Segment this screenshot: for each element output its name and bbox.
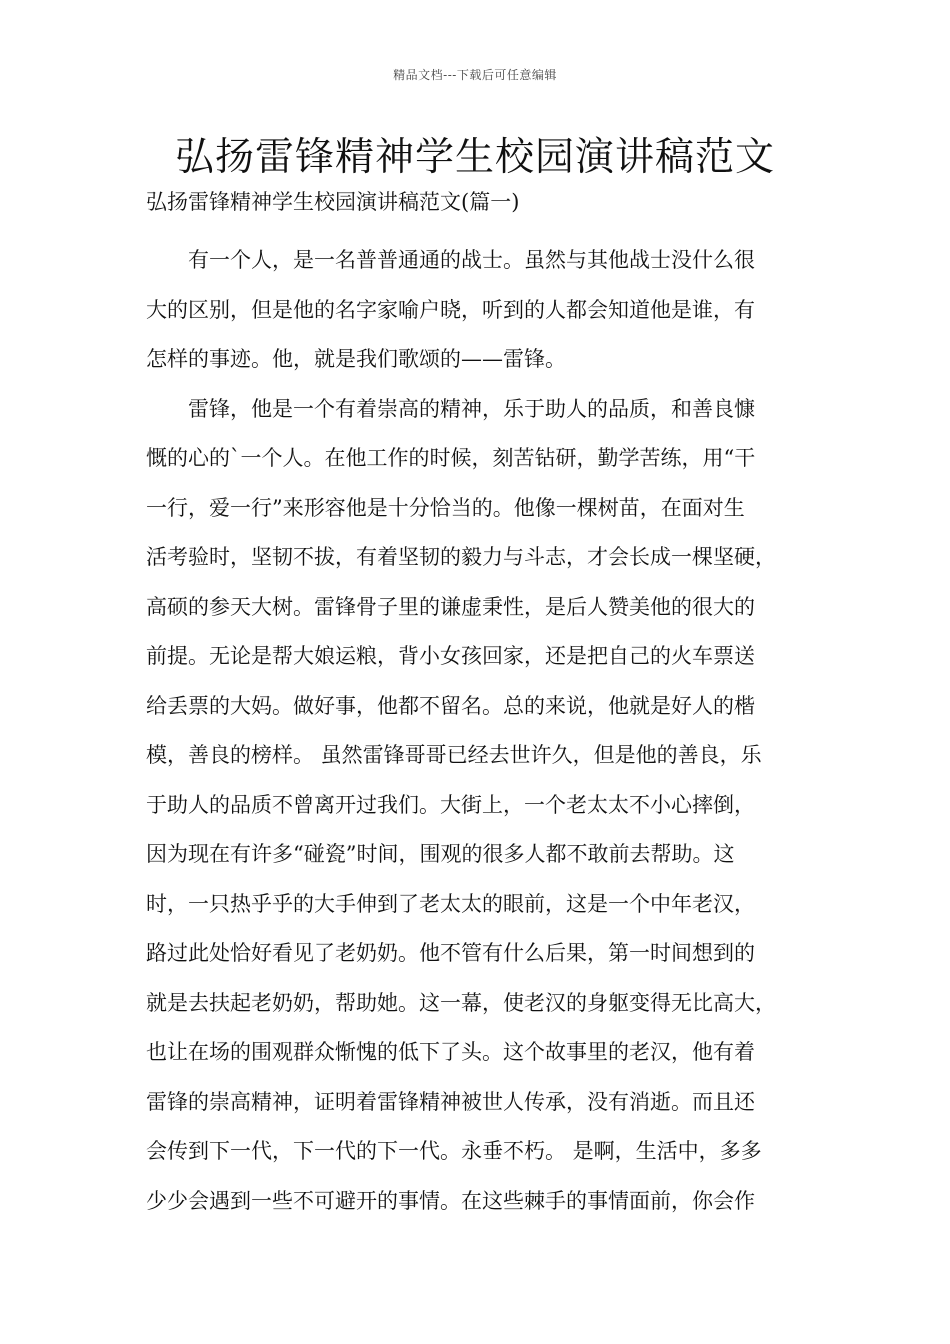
document-subtitle: 弘扬雷锋精神学生校园演讲稿范文(篇一) [146, 190, 520, 214]
header-note: 精品文档---下载后可任意编辑 [393, 68, 557, 82]
text-line: 怎样的事迹。他，就是我们歌颂的——雷锋。 [146, 347, 566, 371]
text-line: 前提。无论是帮大娘运粮，背小女孩回家，还是把自己的火车票送 [146, 644, 755, 668]
paragraph [146, 236, 826, 385]
text-line: 因为现在有许多“碰瓷”时间，围观的很多人都不敢前去帮助。这 [146, 842, 735, 866]
text-line: 大的区别，但是他的名字家喻户晓，听到的人都会知道他是谁，有 [146, 297, 755, 322]
text-line: 于助人的品质不曾离开过我们。大街上，一个老太太不小心摔倒， [146, 792, 755, 817]
text-line: 就是去扶起老奶奶，帮助她。这一幕，使老汉的身躯变得无比高大， [146, 990, 776, 1015]
text-line: 少少会遇到一些不可避开的事情。在这些棘手的事情面前，你会作 [146, 1188, 755, 1213]
text-line: 给丢票的大妈。做好事，他都不留名。总的来说，他就是好人的楷 [146, 693, 755, 718]
text-line: 会传到下一代，下一代的下一代。永垂不朽。 是啊，生活中，多多 [146, 1139, 762, 1163]
paragraph [146, 385, 826, 1227]
text-line: 雷锋的崇高精神，证明着雷锋精神被世人传承，没有消逝。而且还 [146, 1089, 755, 1114]
text-line: 一行，爱一行”来形容他是十分恰当的。他像一棵树苗，在面对生 [146, 495, 745, 520]
text-line: 慨的心的`一个人。在他工作的时候，刻苦钻研，勤学苦练，用“干 [146, 446, 756, 470]
text-line: 也让在场的围观群众惭愧的低下了头。这个故事里的老汉，他有着 [146, 1040, 755, 1064]
text-line: 有一个人，是一名普普通通的战士。虽然与其他战士没什么很 [188, 248, 755, 272]
document-body [146, 236, 826, 1226]
text-line: 高硕的参天大树。雷锋骨子里的谦虚秉性，是后人赞美他的很大的 [146, 594, 755, 619]
document-title: 弘扬雷锋精神学生校园演讲稿范文 [174, 135, 775, 180]
text-line: 模，善良的榜样。 虽然雷锋哥哥已经去世许久，但是他的善良，乐 [146, 743, 762, 767]
text-line: 活考验时，坚韧不拔，有着坚韧的毅力与斗志，才会长成一棵坚硬， [146, 545, 776, 569]
text-line: 路过此处恰好看见了老奶奶。他不管有什么后果，第一时间想到的 [146, 941, 755, 965]
text-line: 雷锋，他是一个有着崇高的精神，乐于助人的品质，和善良慷 [188, 396, 755, 421]
text-line: 时，一只热乎乎的大手伸到了老太太的眼前，这是一个中年老汉， [146, 891, 755, 916]
